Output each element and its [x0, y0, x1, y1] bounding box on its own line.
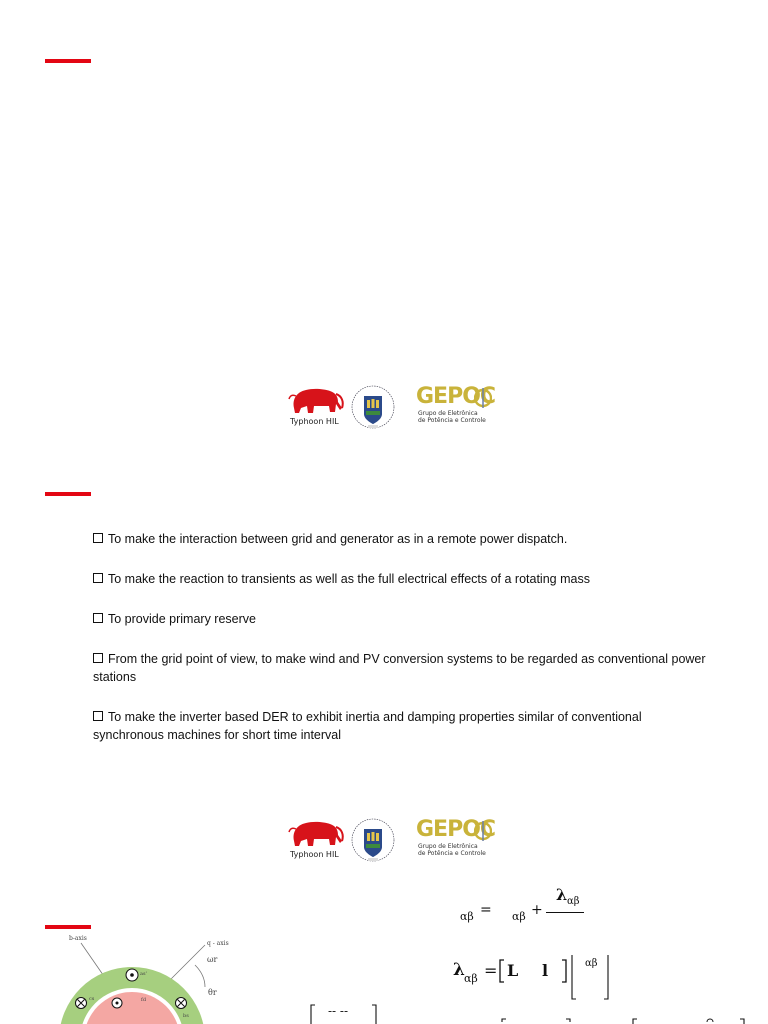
- machine-cross-section-figure: [55, 935, 255, 1024]
- omega-r-label: ωr: [207, 955, 218, 964]
- eq1-plus: +: [531, 902, 543, 918]
- matrix-fragment-bottom: [490, 1014, 760, 1024]
- eq1-equals: =: [480, 902, 492, 918]
- elephant-icon: [288, 815, 346, 849]
- list-item: To make the interaction between grid and generator as in a remote power dispatch.: [93, 530, 713, 548]
- eq1-subscript-2: αβ: [512, 910, 526, 923]
- cs-label: cs: [89, 996, 95, 1002]
- gepoc-logo: [416, 386, 500, 428]
- objectives-list: [93, 530, 713, 766]
- slide-accent-bar: [45, 492, 91, 496]
- footer-logos: [288, 815, 500, 865]
- elephant-icon: [288, 382, 346, 416]
- list-item: To make the inverter based DER to exhibit inertia and damping properties similar of conventional synchronous machines for short time interval: [93, 710, 642, 742]
- list-item: To make the reaction to transients as well as the full electrical effects of a rotating mass: [93, 570, 713, 588]
- gepoc-wordmark: GEPOC: [416, 817, 496, 842]
- eq2-L: L: [507, 961, 519, 980]
- matrix-dashes: -- --: [328, 1004, 349, 1018]
- q-axis-label: q - axis: [207, 940, 229, 947]
- typhoon-caption: Typhoon HIL: [290, 417, 339, 426]
- as-prime-label: as': [140, 971, 147, 977]
- typhoon-hil-logo: [288, 382, 346, 432]
- checkbox-bullet-icon: [93, 653, 103, 663]
- gepoc-subtitle: Grupo de Eletrônica de Potência e Controle: [418, 410, 486, 424]
- q-axis-line: [170, 945, 205, 980]
- eq1-fraction-bar: [546, 912, 584, 913]
- eq2-lambda: λ: [453, 960, 465, 980]
- list-item: From the grid point of view, to make wind and PV conversion systems to be regarded as conventional power stations: [93, 652, 706, 684]
- gepoc-subtitle: Grupo de Eletrônica de Potência e Controle: [418, 843, 486, 857]
- eq2-l: l: [542, 961, 549, 980]
- university-seal-logo: [350, 384, 396, 430]
- typhoon-hil-logo: [288, 815, 346, 865]
- eq2-equals: =: [484, 961, 498, 980]
- checkbox-bullet-icon: [93, 711, 103, 721]
- list-item: To provide primary reserve: [93, 610, 713, 628]
- university-seal-logo: [350, 817, 396, 863]
- gepoc-logo: [416, 819, 500, 861]
- footer-logos: [288, 382, 500, 432]
- gepoc-symbol-icon: [474, 820, 492, 842]
- typhoon-caption: Typhoon HIL: [290, 850, 339, 859]
- eq1-lambda-subscript: αβ: [567, 896, 580, 907]
- slide-accent-bar: [45, 925, 91, 929]
- eq2-vector-subscript: αβ: [585, 958, 598, 969]
- eq1-lambda: λ: [556, 885, 568, 904]
- slide-accent-bar: [45, 59, 91, 63]
- bs-label: bs: [183, 1013, 189, 1019]
- checkbox-bullet-icon: [93, 533, 103, 543]
- b-axis-label: b-axis: [69, 935, 87, 942]
- fd-label: fd: [141, 997, 147, 1003]
- gepoc-symbol-icon: [474, 387, 492, 409]
- eq2-lambda-subscript: αβ: [464, 972, 478, 985]
- checkbox-bullet-icon: [93, 613, 103, 623]
- gepoc-wordmark: GEPOC: [416, 384, 496, 409]
- eq1-subscript: αβ: [460, 910, 474, 923]
- theta-r-label: θr: [208, 988, 217, 997]
- checkbox-bullet-icon: [93, 573, 103, 583]
